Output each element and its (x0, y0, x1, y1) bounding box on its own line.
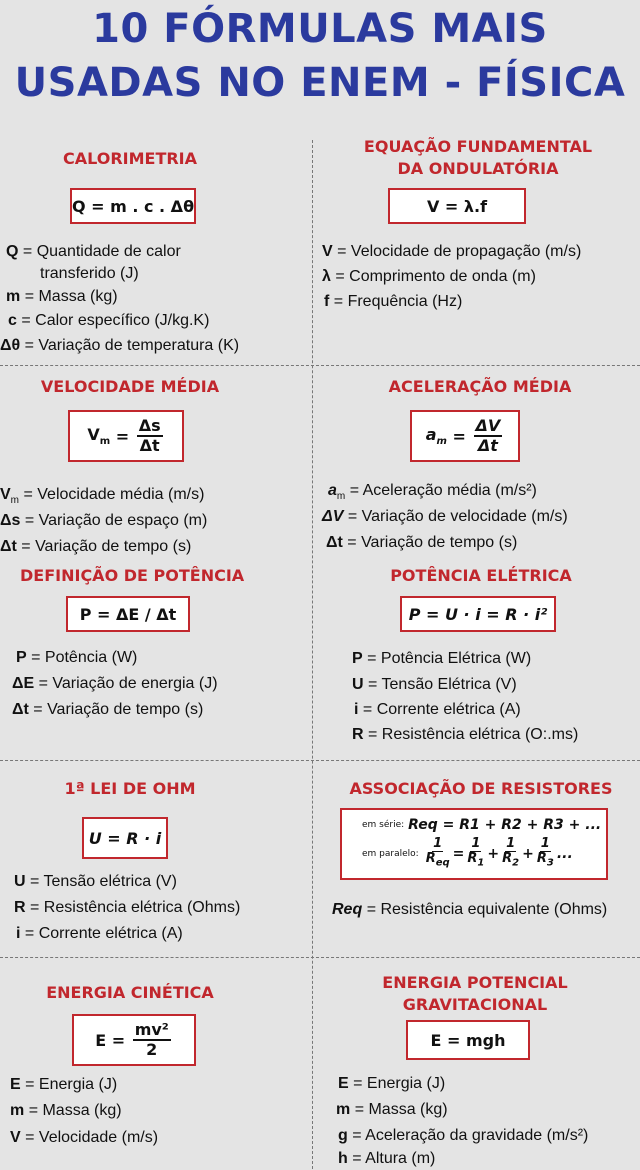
potencia-def-dt: Δt = Variação de tempo (s) (12, 701, 204, 718)
title-line-2: USADAS NO ENEM - FÍSICA (14, 60, 626, 106)
potencia-eletrica-def-i: i = Corrente elétrica (A) (354, 701, 521, 718)
velocidade-media-def-vm: $V_m$ = Velocidade média (m/s) (0, 486, 205, 507)
serie-tag: em série: (362, 820, 405, 831)
resistores-formula-box (340, 808, 608, 880)
ondulatoria-heading (348, 136, 608, 180)
divider-2 (0, 760, 640, 761)
potencial-heading-1: ENERGIA POTENCIAL (382, 973, 568, 992)
aceleracao-media-def-dt: Δt = Variação de tempo (s) (326, 534, 518, 551)
potencial-def-g: g = Aceleração da gravidade (m/s²) (338, 1127, 589, 1144)
cinetica-formula: E = $\frac{\text{mv²}}{2}$ (72, 1014, 196, 1066)
potencia-eletrica-def-p: P = Potência Elétrica (W) (352, 650, 532, 667)
vertical-divider (312, 140, 313, 1169)
potencia-eletrica-heading: POTÊNCIA ELÉTRICA (390, 566, 572, 585)
ondulatoria-def-lambda: λ = Comprimento de onda (m) (322, 268, 536, 285)
potencia-def-p: P = Potência (W) (16, 649, 138, 666)
ondulatoria-heading-2: DA ONDULATÓRIA (397, 159, 559, 178)
divider-1 (0, 365, 640, 366)
potencia-eletrica-formula: P = U · i = R · i² (400, 596, 556, 632)
title-line-1: 10 FÓRMULAS MAIS (92, 6, 548, 52)
calorimetria-def-c: c = Calor específico (J/kg.K) (8, 312, 210, 329)
page-title (0, 2, 640, 110)
potencial-heading (370, 972, 580, 1016)
ohm-formula: U = R · i (82, 817, 168, 859)
ohm-def-i: i = Corrente elétrica (A) (16, 925, 183, 942)
aceleracao-media-def-am: $a_m$ = Aceleração média (m/s²) (328, 482, 537, 503)
cinetica-heading: ENERGIA CINÉTICA (46, 983, 214, 1002)
ohm-def-r: R = Resistência elétrica (Ohms) (14, 899, 241, 916)
resistores-paralelo-row: em paralelo: $\frac{1}{R_{eq}}$ = $\frac{1}{R_1}$ + $\frac{1}{R_2}$ + $\frac{1}{R_3}$ ... (362, 836, 573, 869)
potencial-def-m: m = Massa (kg) (336, 1101, 448, 1118)
potencial-formula: E = mgh (406, 1020, 530, 1060)
calorimetria-def-dtheta: Δθ = Variação de temperatura (K) (0, 337, 240, 354)
serie-formula: Req = R1 + R2 + R3 + ... (408, 817, 602, 834)
velocidade-media-heading: VELOCIDADE MÉDIA (40, 377, 220, 396)
potencial-def-e: E = Energia (J) (338, 1075, 446, 1092)
potencia-formula: P = ΔE / Δt (66, 596, 190, 632)
cinetica-def-v: V = Velocidade (m/s) (10, 1129, 159, 1146)
potencia-def-de: ΔE = Variação de energia (J) (12, 675, 218, 692)
calorimetria-def-m: m = Massa (kg) (6, 288, 118, 305)
ondulatoria-def-v: V = Velocidade de propagação (m/s) (322, 243, 582, 260)
potencia-eletrica-def-u: U = Tensão Elétrica (V) (352, 676, 517, 693)
ohm-def-u: U = Tensão elétrica (V) (14, 873, 177, 890)
resistores-serie-row (362, 817, 601, 833)
ohm-heading: 1ª LEI DE OHM (64, 779, 196, 798)
calorimetria-heading: CALORIMETRIA (62, 149, 198, 168)
paralelo-tag: em paralelo: (362, 849, 419, 859)
cinetica-def-m: m = Massa (kg) (10, 1102, 122, 1119)
velocidade-media-def-dt: Δt = Variação de tempo (s) (0, 538, 192, 555)
resistores-def-req: Req = Resistência equivalente (Ohms) (332, 901, 608, 918)
calorimetria-def-q-cont: transferido (J) (40, 265, 139, 282)
aceleracao-media-heading: ACELERAÇÃO MÉDIA (388, 377, 572, 396)
divider-3 (0, 957, 640, 958)
ondulatoria-heading-1: EQUAÇÃO FUNDAMENTAL (363, 137, 593, 156)
resistores-heading: ASSOCIAÇÃO DE RESISTORES (349, 779, 613, 798)
ondulatoria-def-f: f = Frequência (Hz) (324, 293, 463, 310)
potencial-def-h: h = Altura (m) (338, 1150, 436, 1167)
paralelo-tail: ... (556, 846, 573, 862)
cinetica-def-e: E = Energia (J) (10, 1076, 118, 1093)
ondulatoria-formula: V = λ.f (388, 188, 526, 224)
potencia-heading: DEFINIÇÃO DE POTÊNCIA (20, 566, 245, 585)
aceleracao-media-formula: $a_m$ = $\frac{\Delta V}{\Delta t}$ (410, 410, 520, 462)
calorimetria-def-q: Q = Quantidade de calor (6, 243, 181, 260)
potencia-eletrica-def-r: R = Resistência elétrica (O:.ms) (352, 726, 579, 743)
velocidade-media-formula: $V_m$ = $\frac{\Delta s}{\Delta t}$ (68, 410, 184, 462)
potencial-heading-2: GRAVITACIONAL (402, 995, 548, 1014)
aceleracao-media-def-dv: ΔV = Variação de velocidade (m/s) (322, 508, 568, 525)
calorimetria-formula: Q = m . c . Δθ (70, 188, 196, 224)
velocidade-media-def-ds: Δs = Variação de espaço (m) (0, 512, 208, 529)
